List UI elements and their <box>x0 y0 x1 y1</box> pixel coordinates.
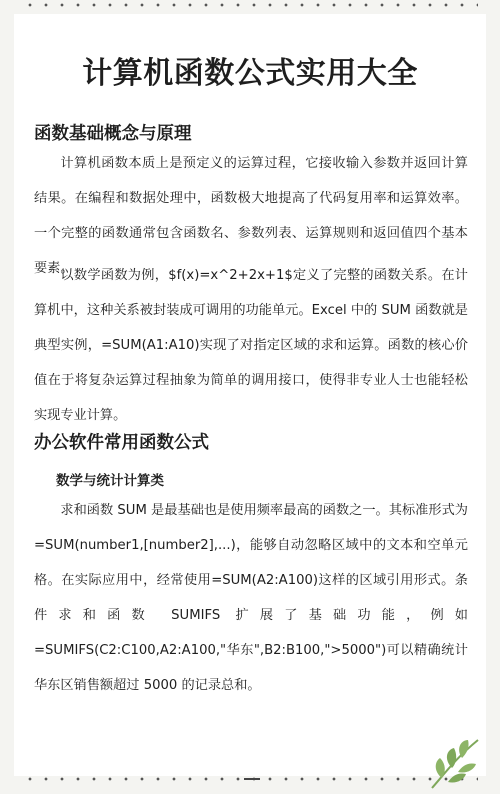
section-heading-office: 办公软件常用函数公式 <box>34 433 209 453</box>
page-title: 计算机函数公式实用大全 <box>82 56 418 91</box>
dotted-border-top <box>22 3 478 7</box>
section-heading-basics: 函数基础概念与原理 <box>34 124 192 144</box>
subheading-math-stats: 数学与统计计算类 <box>56 473 164 489</box>
paragraph-basics-2: 以数学函数为例，$f(x)=x^2+2x+1$定义了完整的函数关系。在计算机中，这种关系被封装成可调用的功能单元。Excel 中的 SUM 函数就是典型实例，=SUM(A1:A10)实现了对指定区域的求和运算。函数的核心价值在于将复杂运算过程抽象为简单的调用接口，使得非专业人士也能轻松实现专业计算。 <box>34 268 468 423</box>
paragraph-sum: 求和函数 SUM 是最基础也是使用频率最高的函数之一。其标准形式为=SUM(number1,[number2],...)，能够自动忽略区域中的文本和空单元格。在实际应用中，经常使用=SUM(A2:A100)这样的区域引用形式。条件求和函数 SUMIFS 扩展了基础功能，例如=SUMIFS(C2:C100,A2:A100,"华东",B2:B100,">5000")可以精确统计华东区销售额超过 5000 的记录总和。 <box>34 503 468 693</box>
leaf-icon <box>426 732 486 792</box>
paragraph-basics-1: 计算机函数本质上是预定义的运算过程，它接收输入参数并返回计算结果。在编程和数据处理中，函数极大地提高了代码复用率和运算效率。一个完整的函数通常包含函数名、参数列表、运算规则和返回值四个基本要素。 <box>34 156 468 276</box>
center-dash <box>244 778 260 780</box>
